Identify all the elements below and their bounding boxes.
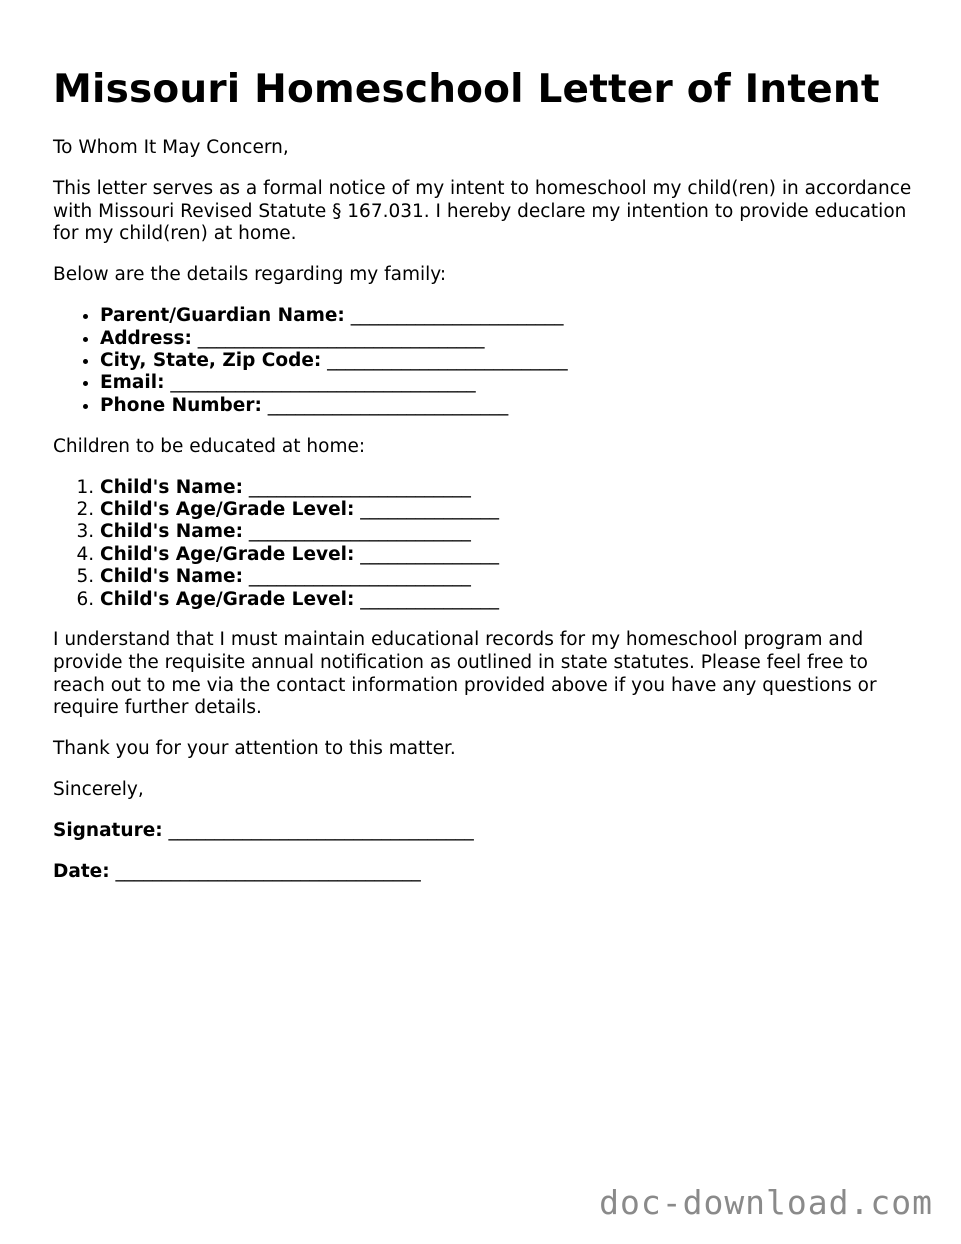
field-blank[interactable]: _______________ — [354, 543, 499, 565]
family-field-city-state-zip — [100, 350, 913, 372]
date-label: Date: — [53, 861, 110, 883]
greeting: To Whom It May Concern, — [53, 137, 289, 158]
field-label: Child's Name: — [100, 566, 243, 588]
family-details-list — [53, 305, 913, 417]
signature-line — [53, 820, 913, 843]
field-blank[interactable]: _______________________________ — [191, 327, 485, 349]
field-label: City, State, Zip Code: — [100, 349, 322, 371]
field-label: Parent/Guardian Name: — [100, 305, 345, 327]
child-field-grade-3 — [100, 589, 913, 611]
watermark: doc-download.com — [599, 1183, 933, 1222]
field-blank[interactable]: ________________________ — [242, 566, 471, 588]
family-field-address — [100, 328, 913, 350]
closing-line: Sincerely, — [53, 779, 144, 801]
records-paragraph: I understand that I must maintain educational records for my homeschool program and provide the requisite annual notification as outlined in state statutes. Please feel free to reach out to me via the contact information provided above if you have any questions or require further details. — [53, 629, 877, 719]
field-blank[interactable]: _______________________ — [344, 305, 564, 327]
field-blank[interactable]: ________________________ — [242, 476, 471, 498]
field-blank[interactable]: ________________________ — [242, 521, 471, 543]
signature-label: Signature: — [53, 820, 163, 842]
field-label: Child's Age/Grade Level: — [100, 543, 355, 565]
children-list — [53, 477, 913, 611]
date-line — [53, 861, 913, 884]
child-field-name-2 — [100, 521, 913, 543]
child-field-name-1 — [100, 477, 913, 499]
document-title: Missouri Homeschool Letter of Intent — [53, 67, 880, 112]
signature-blank[interactable]: _________________________________ — [162, 820, 474, 842]
field-label: Email: — [100, 372, 165, 394]
children-heading: Children to be educated at home: — [53, 435, 366, 457]
field-label: Child's Name: — [100, 476, 243, 498]
family-field-email — [100, 372, 913, 394]
field-label: Address: — [100, 327, 192, 349]
child-field-grade-2 — [100, 544, 913, 566]
intro-paragraph: This letter serves as a formal notice of my intent to homeschool my child(ren) in accordance with Missouri Revised Statute § 167.031. I hereby declare my intention to provide education for my child(ren) at home. — [53, 177, 912, 245]
field-blank[interactable]: __________________________ — [321, 349, 568, 371]
letter-page — [53, 66, 913, 902]
field-blank[interactable]: _________________________________ — [164, 372, 476, 394]
field-blank[interactable]: __________________________ — [261, 394, 509, 416]
field-label: Child's Age/Grade Level: — [100, 588, 355, 610]
field-blank[interactable]: _______________ — [354, 588, 499, 610]
family-field-parent-name — [100, 305, 913, 327]
family-heading: Below are the details regarding my family: — [53, 264, 447, 286]
family-field-phone — [100, 395, 913, 417]
thanks-line: Thank you for your attention to this matter. — [53, 738, 456, 760]
child-field-name-3 — [100, 566, 913, 588]
field-label: Child's Age/Grade Level: — [100, 498, 355, 520]
child-field-grade-1 — [100, 499, 913, 521]
field-label: Phone Number: — [100, 394, 262, 416]
field-label: Child's Name: — [100, 521, 243, 543]
date-blank[interactable]: _________________________________ — [109, 861, 421, 883]
field-blank[interactable]: _______________ — [354, 498, 499, 520]
